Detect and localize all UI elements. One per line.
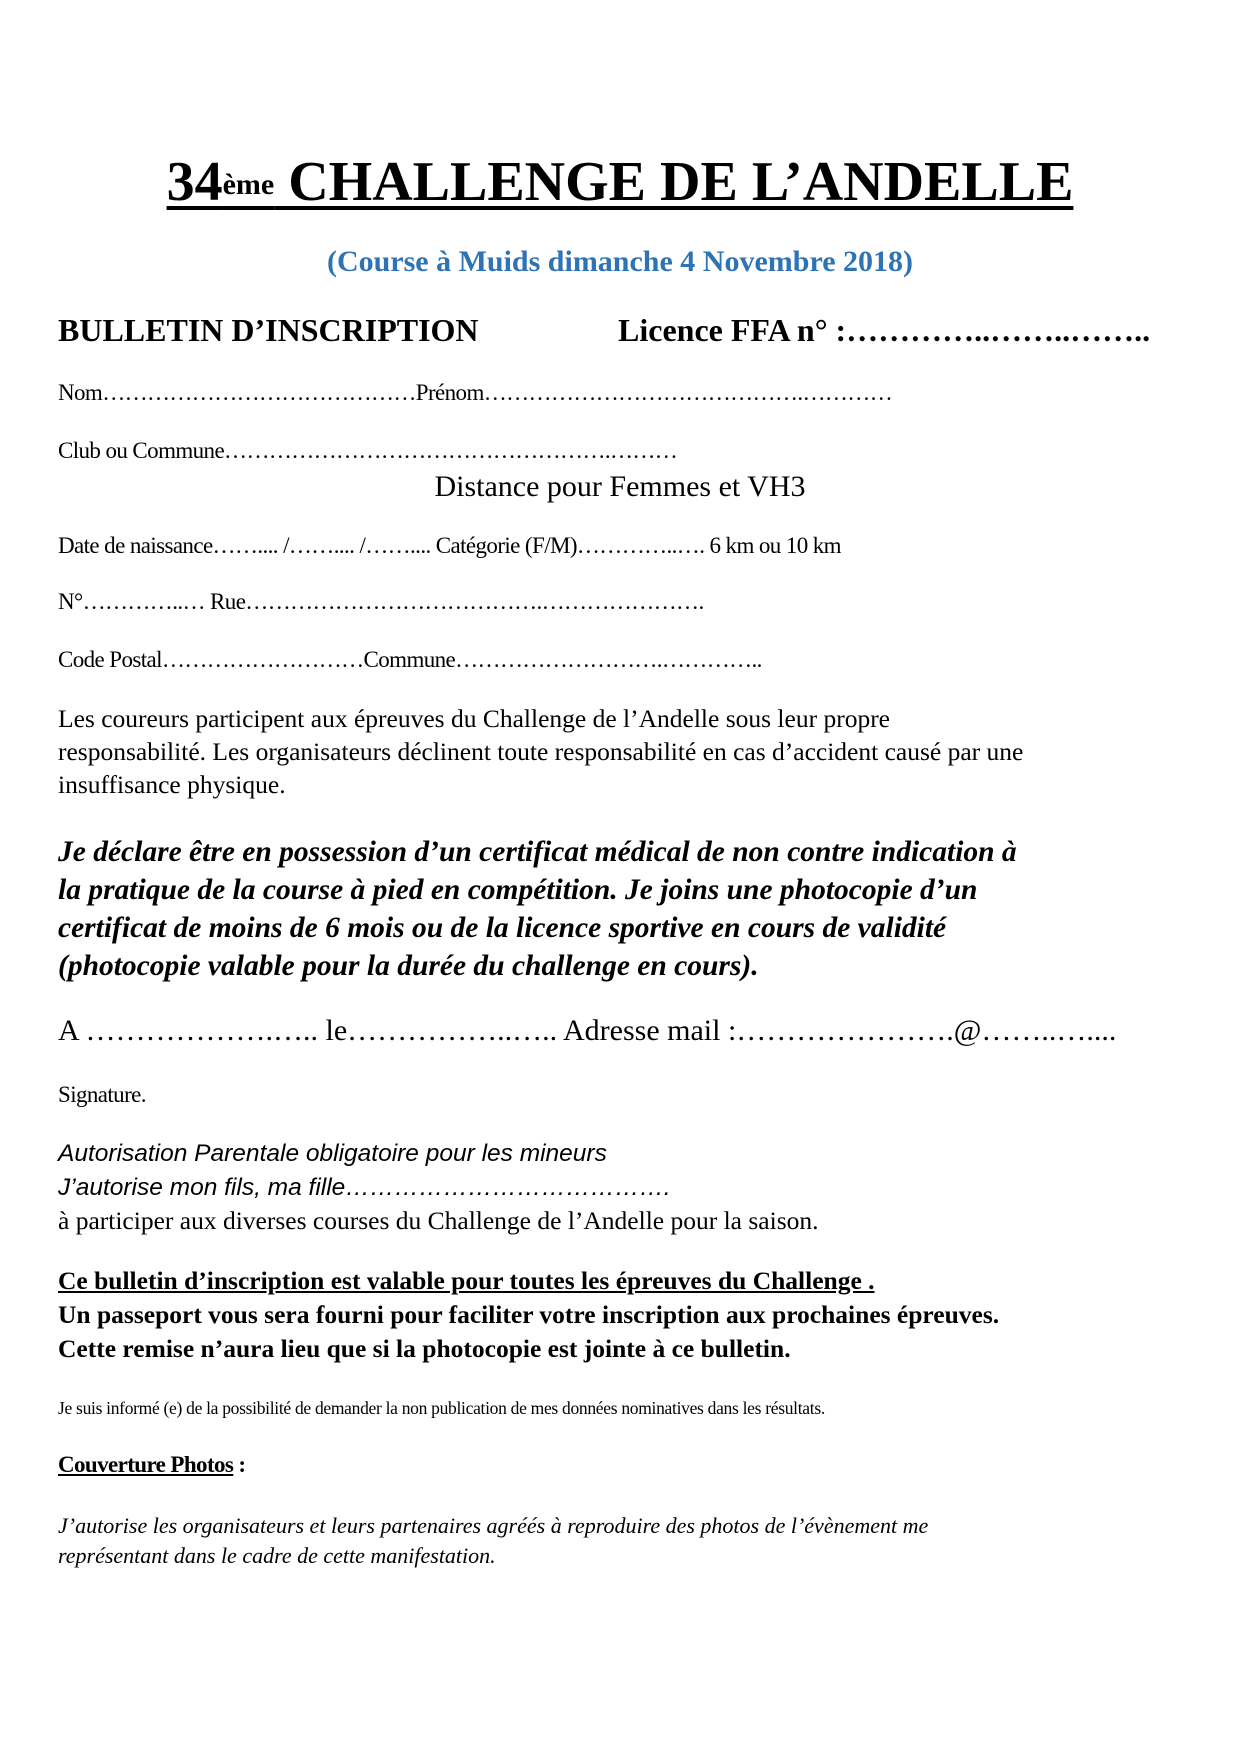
title-number: 34 [166, 151, 223, 213]
photo-coverage-colon: : [233, 1452, 246, 1477]
photo-authorization-line: représentant dans le cadre de cette manifestation. [58, 1543, 496, 1568]
declaration-line: Je déclare être en possession d’un certificat médical de non contre indication à [58, 836, 1017, 868]
street-field[interactable]: N°…………..… Rue………………………………….…………………. [58, 589, 704, 614]
title-superscript: ème [222, 168, 275, 201]
distance-heading: Distance pour Femmes et VH3 [434, 470, 806, 503]
photo-authorization-line: J’autorise les organisateurs et leurs partenaires agréés à reproduire des photos de l’évènement me [58, 1513, 929, 1538]
responsibility-line: responsabilité. Les organisateurs déclinent toute responsabilité en cas d’accident causé par une [58, 737, 1024, 766]
passport-notice: Un passeport vous sera fourni pour faciliter votre inscription aux prochaines épreuves. [58, 1300, 1000, 1329]
club-field[interactable]: Club ou Commune…………………………………………….……… [58, 438, 678, 463]
parental-authorization-field[interactable]: J’autorise mon fils, ma fille…………………………………. [58, 1174, 671, 1201]
photo-coverage-title: Couverture Photos [58, 1452, 234, 1477]
declaration-line: la pratique de la course à pied en compétition. Je joins une photocopie d’un [58, 874, 978, 906]
birthdate-field[interactable]: Date de naissance…….... /…….... /…….... Catégorie (F/M)…………..…. 6 km ou 10 km [58, 533, 841, 558]
postal-field[interactable]: Code Postal………………………Commune……………………….………….. [58, 647, 762, 672]
photocopy-notice: Cette remise n’aura lieu que si la photocopie est jointe à ce bulletin. [58, 1334, 791, 1363]
data-privacy-notice: Je suis informé (e) de la possibilité de demander la non publication de mes données nominatives dans les résultats. [58, 1398, 825, 1418]
declaration-line: certificat de moins de 6 mois ou de la licence sportive en cours de validité [58, 912, 947, 944]
place-date-email-field[interactable]: A ……………….….. le……………..….. Adresse mail :………………….@……..….... [58, 1014, 1117, 1047]
declaration-line: (photocopie valable pour la durée du challenge en cours). [58, 950, 759, 982]
parental-authorization-text: à participer aux diverses courses du Challenge de l’Andelle pour la saison. [58, 1206, 819, 1235]
licence-field[interactable]: Licence FFA n° :…………..……..…….. [618, 312, 1151, 348]
parental-authorization-title: Autorisation Parentale obligatoire pour les mineurs [58, 1140, 607, 1167]
page-subtitle: (Course à Muids dimanche 4 Novembre 2018) [326, 245, 914, 278]
page-title [0, 150, 1240, 223]
medical-declaration [58, 833, 1178, 985]
responsibility-line: insuffisance physique. [58, 770, 286, 799]
validity-notice: Ce bulletin d’inscription est valable pour toutes les épreuves du Challenge . [58, 1266, 875, 1295]
signature-label: Signature. [58, 1082, 146, 1107]
bulletin-heading: BULLETIN D’INSCRIPTION [58, 312, 479, 348]
photo-coverage-heading [58, 1452, 246, 1478]
responsibility-line: Les coureurs participent aux épreuves du Challenge de l’Andelle sous leur propre [58, 704, 890, 733]
name-field[interactable]: Nom……………………………………Prénom…………………………………….………… [58, 380, 893, 405]
title-text: CHALLENGE DE L’ANDELLE [274, 151, 1074, 213]
responsibility-paragraph [58, 702, 1178, 801]
